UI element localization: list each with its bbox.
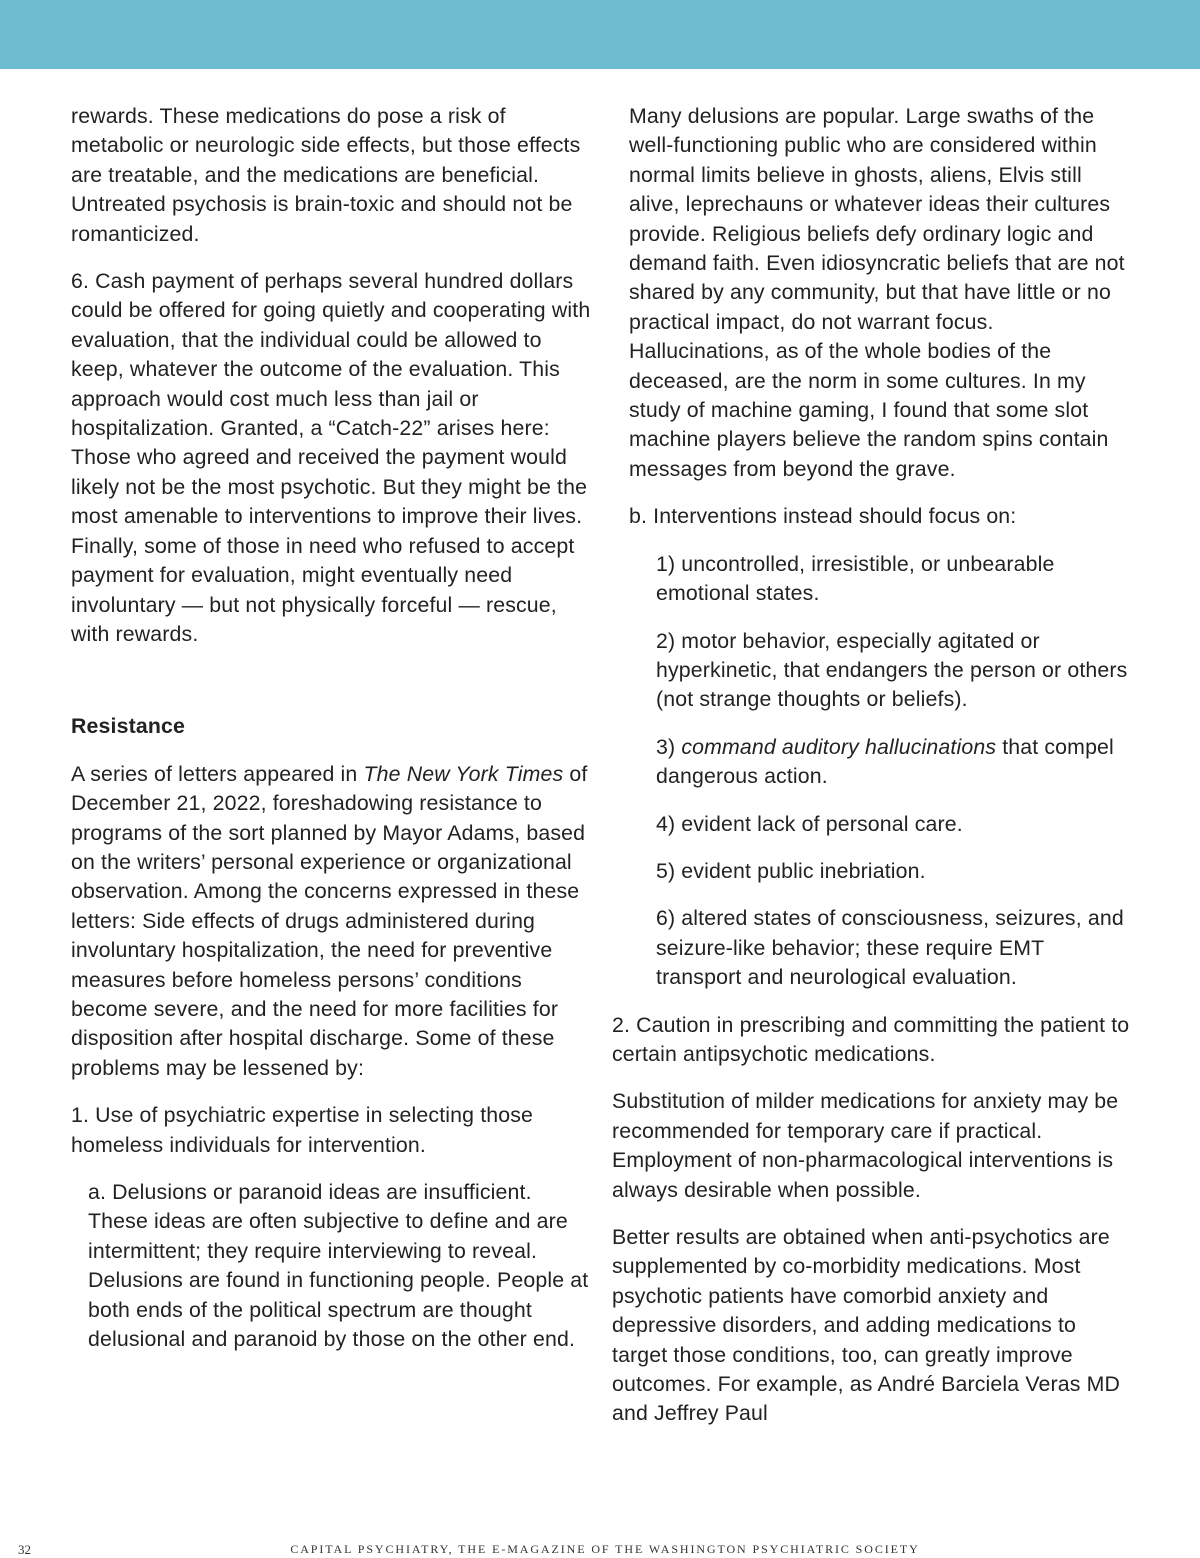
paragraph: Many delusions are popular. Large swaths of the well-functioning public who are considered within normal limits believe in ghosts, aliens, Elvis still alive, leprechauns or whatever ideas their cultures provide. Religious beliefs defy ordinary logic and demand faith. Even idiosyncratic beliefs that are not shared by any community, but that have little or no practical impact, do not warrant focus. Hallucinations, as of the whole bodies of the deceased, are the norm in some cultures. In my study of machine gaming, I found that some slot machine players believe the random spins contain messages from beyond the grave.: [629, 104, 1125, 481]
text-run: A series of letters appeared in: [71, 761, 364, 786]
list-item: 4) evident lack of personal care.: [656, 811, 963, 836]
paragraph: Better results are obtained when anti-psychotics are supplemented by co-morbidity medications. Most psychotic patients have comorbid anxiety and depressive disorders, and adding medications to target those conditions, too, can greatly improve outcomes. For example, as André Barciela Veras MD and Jeffrey Paul: [612, 1225, 1121, 1426]
text-run: of December 21, 2022, foreshadowing resistance to programs of the sort planned by Mayor Adams, based on the writers’ personal experience or organizational observation. Among the concerns expressed in these letters: Side effects of drugs administered during involuntary hospitalization, the need for preventive measures before homeless persons’ conditions become severe, and the need for more facilities for disposition after hospital discharge. Some of these problems may be lessened by:: [71, 761, 588, 1080]
publication-footer: CAPITAL PSYCHIATRY, THE E-MAGAZINE OF THE WASHINGTON PSYCHIATRIC SOCIETY: [290, 1542, 920, 1556]
list-item: 1) uncontrolled, irresistible, or unbearable emotional states.: [656, 551, 1055, 606]
right-column: [612, 102, 1132, 1447]
paragraph: b. Interventions instead should focus on:: [629, 504, 1017, 529]
list-item: 2) motor behavior, especially agitated or hyperkinetic, that endangers the person or others (not strange thoughts or beliefs).: [656, 628, 1128, 712]
list-item: 6) altered states of consciousness, seizures, and seizure-like behavior; these require EMT transport and neurological evaluation.: [656, 906, 1124, 990]
text-run: 3): [656, 734, 682, 759]
paragraph: Substitution of milder medications for anxiety may be recommended for temporary care if practical. Employment of non-pharmacological interventions is always desirable when possible.: [612, 1089, 1119, 1202]
emphasis: command auditory hallucinations: [681, 734, 997, 759]
paragraph: 2. Caution in prescribing and committing the patient to certain antipsychotic medications.: [612, 1012, 1130, 1066]
list-item: [656, 733, 1132, 792]
newspaper-title: The New York Times: [363, 761, 564, 786]
paragraph: 6. Cash payment of perhaps several hundred dollars could be offered for going quietly and cooperating with evaluation, that the individual could be allowed to keep, whatever the outcome of the evaluation. This approach would cost much less than jail or hospitalization. Granted, a “Catch-22” arises here: Those who agreed and received the payment would likely not be the most psychotic. But they might be the most amenable to interventions to improve their lives. Finally, some of those in need who refused to accept payment for evaluation, might eventually need involuntary — but not physically forceful — rescue, with rewards.: [71, 269, 591, 646]
header-band: [0, 0, 1200, 69]
page-number: 32: [18, 1542, 31, 1557]
paragraph: 1. Use of psychiatric expertise in selecting those homeless individuals for intervention.: [71, 1103, 534, 1157]
list-item: 5) evident public inebriation.: [656, 858, 926, 883]
paragraph: a. Delusions or paranoid ideas are insufficient. These ideas are often subjective to define and are intermittent; they require interviewing to reveal. Delusions are found in functioning people. People at both ends of the political spectrum are thought delusional and paranoid by those on the other end.: [88, 1180, 589, 1352]
paragraph: rewards. These medications do pose a risk of metabolic or neurologic side effects, but those effects are treatable, and the medications are beneficial. Untreated psychosis is brain-toxic and should not be romanticized.: [71, 104, 581, 246]
paragraph: [71, 760, 591, 1083]
text-run: that compel dangerous action.: [656, 734, 1114, 789]
left-column: [71, 102, 591, 1372]
section-heading: Resistance: [71, 714, 185, 739]
